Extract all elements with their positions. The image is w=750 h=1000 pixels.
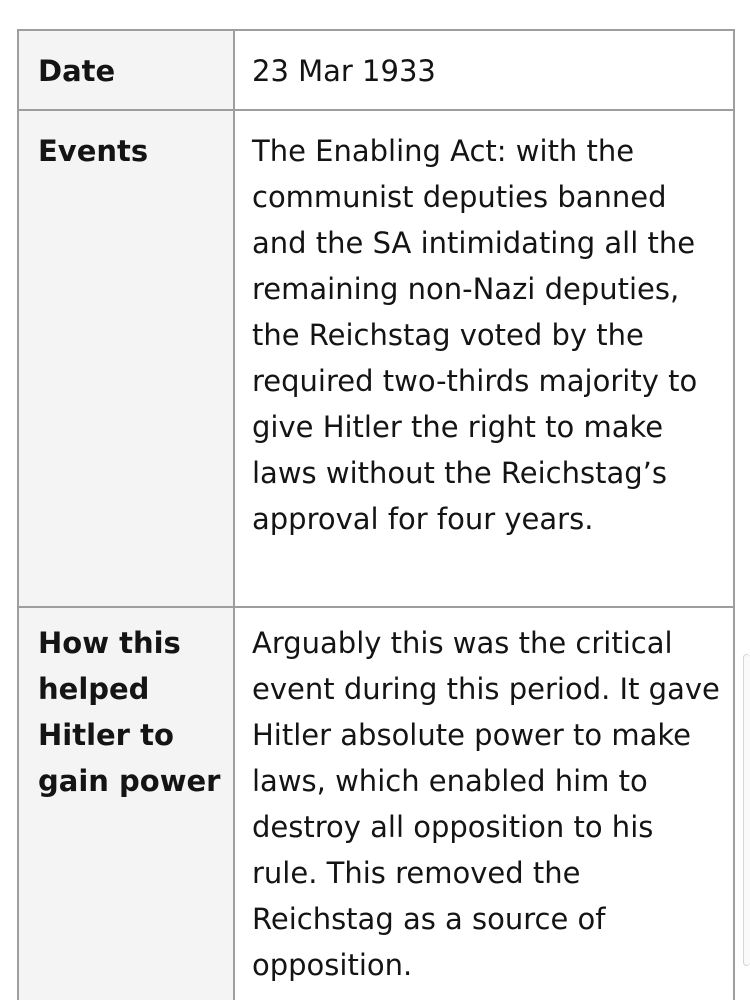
info-table xyxy=(17,29,735,1000)
row-heading-how-it-helped: How this helped Hitler to gain power xyxy=(18,607,234,1000)
row-heading-date: Date xyxy=(18,30,234,110)
row-value-date: 23 Mar 1933 xyxy=(234,30,734,110)
table-row-how-it-helped xyxy=(18,607,734,1000)
row-heading-events: Events xyxy=(18,110,234,607)
row-value-how-it-helped: Arguably this was the critical event during this period. It gave Hitler absolute power to make laws, which enabled him to destroy all opposition to his rule. This removed the Reichstag as a source of opposition. xyxy=(234,607,734,1000)
table-row-events xyxy=(18,110,734,607)
row-value-events: The Enabling Act: with the communist deputies banned and the SA intimidating all the remaining non-Nazi deputies, the Reichstag voted by the required two-thirds majority to give Hitler the right to make laws without the Reichstag’s approval for four years. xyxy=(234,110,734,607)
scrollbar[interactable] xyxy=(743,654,750,966)
table-row-date xyxy=(18,30,734,110)
